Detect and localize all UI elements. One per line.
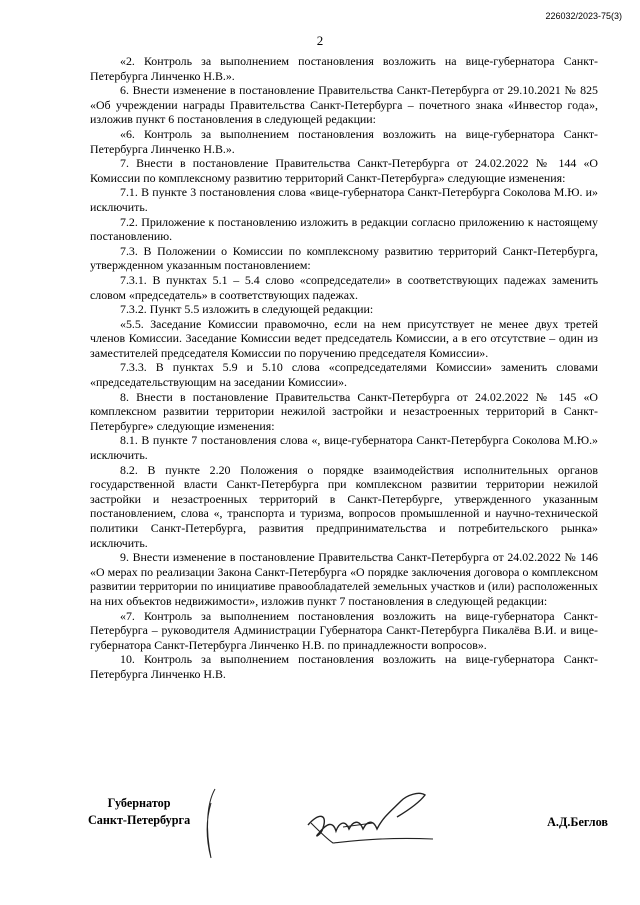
signatory-title-line2: Санкт-Петербурга: [88, 813, 191, 827]
signatory-title-line1: Губернатор: [107, 796, 171, 810]
paragraph: «5.5. Заседание Комиссии правомочно, если на нем присутствует не менее двух третей членов Комиссии. Заседание Комиссии ведет председатель Комиссии, а в его отсутствие – один из заместителей председателя Комиссии по поручению председателя Комиссии».: [90, 316, 598, 360]
paragraph: 8.2. В пункте 2.20 Положения о порядке взаимодействия исполнительных органов государственной власти Санкт-Петербурга при комплексном развитии территории нежилой застройки и незастроенных территорий в Санкт-Петербурге, утвержденного указанным постановлением, слова «, транспорта и туризма, вопросов промышленной и научно-технической политики Санкт-Петербурга, развития предпринимательства и потребительского рынка» исключить.: [90, 462, 598, 550]
paragraph: 10. Контроль за выполнением постановления возложить на вице-губернатора Санкт-Петербурга Линченко Н.В.: [90, 652, 598, 681]
paragraph: 7. Внести в постановление Правительства Санкт-Петербурга от 24.02.2022 № 144 «О Комиссии по комплексному развитию территорий Санкт-Петербурга» следующие изменения:: [90, 156, 598, 185]
paragraph: 8.1. В пункте 7 постановления слова «, вице-губернатора Санкт-Петербурга Соколова М.Ю.» исключить.: [90, 433, 598, 463]
document-number: 226032/2023-75(3): [545, 11, 622, 21]
signature-block: [88, 795, 608, 875]
paragraph: «7. Контроль за выполнением постановления возложить на вице-губернатора Санкт-Петербурга – руководителя Администрации Губернатора Санкт-Петербурга Пикалёва В.И. и вице-губернатора Санкт-Петербурга Линченко Н.В. по принадлежности вопросов».: [90, 608, 598, 652]
signatory-title: [88, 795, 190, 829]
paragraph: 8. Внести в постановление Правительства Санкт-Петербурга от 24.02.2022 № 145 «О комплексном развитии территории нежилой застройки и незастроенных территорий в Санкт-Петербурге» следующие изменения:: [90, 389, 598, 433]
handwritten-signature-icon: [193, 783, 483, 873]
paragraph: 7.1. В пункте 3 постановления слова «вице-губернатора Санкт-Петербурга Соколова М.Ю. и» исключить.: [90, 185, 598, 214]
paragraph: 6. Внести изменение в постановление Правительства Санкт-Петербурга от 29.10.2021 № 825 «Об учреждении награды Правительства Санкт-Петербурга – почетного знака «Инвестор года», изложив пункт 6 постановления в следующей редакции:: [90, 83, 598, 127]
paragraph: 7.2. Приложение к постановлению изложить в редакции согласно приложению к настоящему постановлению.: [90, 214, 598, 244]
paragraph: 9. Внести изменение в постановление Правительства Санкт-Петербурга от 24.02.2022 № 146 «О мерах по реализации Закона Санкт-Петербурга «О порядке заключения договора о комплексном развитии территории по инициативе правообладателей земельных участков и (или) расположенных на них объектов недвижимости», изложив пункт 7 постановления в следующей редакции:: [90, 550, 598, 608]
paragraph: «6. Контроль за выполнением постановления возложить на вице-губернатора Санкт-Петербурга Линченко Н.В.».: [90, 126, 598, 156]
paragraph: «2. Контроль за выполнением постановления возложить на вице-губернатора Санкт-Петербурга Линченко Н.В.».: [90, 54, 598, 83]
paragraph: 7.3.1. В пунктах 5.1 – 5.4 слово «сопредседатели» в соответствующих падежах заменить словом «председатель» в соответствующих падежах.: [90, 272, 598, 302]
page-number: 2: [316, 33, 324, 48]
paragraph: 7.3.3. В пунктах 5.9 и 5.10 слова «сопредседателями Комиссии» заменить словами «председательствующим на заседании Комиссии».: [90, 360, 598, 390]
signatory-name: А.Д.Беглов: [547, 815, 608, 829]
paragraph: 7.3.2. Пункт 5.5 изложить в следующей редакции:: [120, 302, 374, 317]
document-body: [90, 54, 598, 682]
paragraph: 7.3. В Положении о Комиссии по комплексному развитию территорий Санкт-Петербурга, утвержденном указанным постановлением:: [90, 243, 598, 273]
